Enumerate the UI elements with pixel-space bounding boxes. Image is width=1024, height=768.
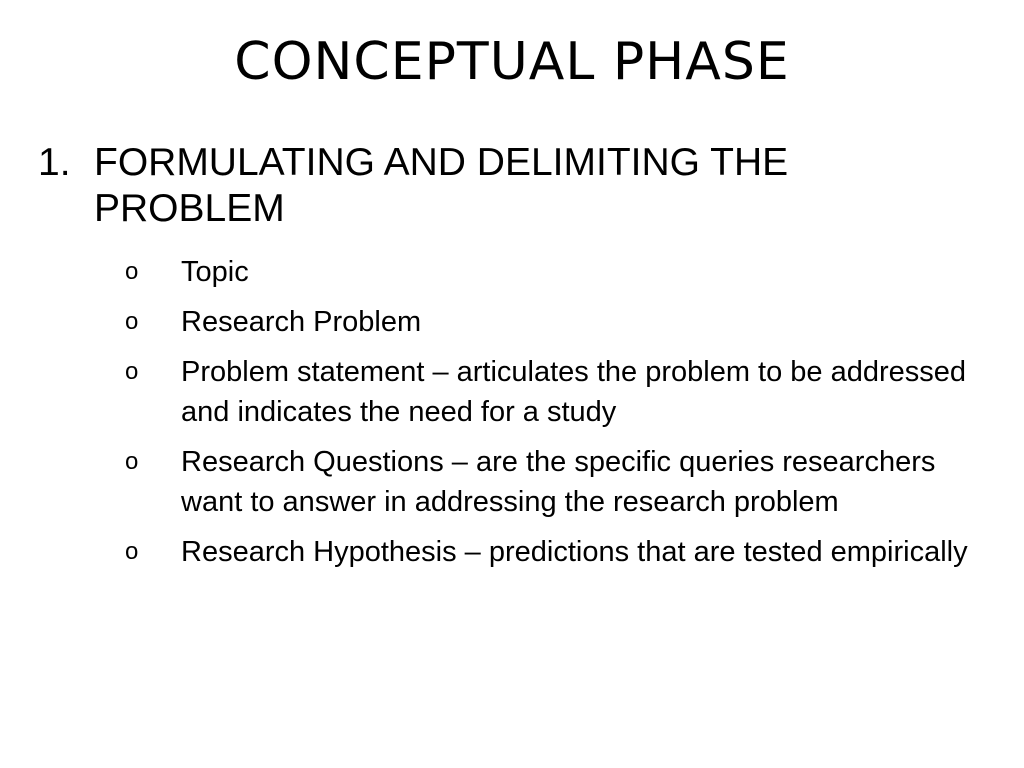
list-item [125, 532, 985, 572]
bullet-marker: o [125, 308, 139, 335]
bullet-text: Research Hypothesis – predictions that are tested empirically [181, 536, 968, 568]
bullet-text: Topic [181, 256, 249, 288]
list-item [125, 442, 985, 522]
bullet-marker: o [125, 258, 139, 285]
bullet-text: Research Questions – are the specific queries researchers want to answer in addressing the research problem [181, 446, 936, 518]
list-item [125, 252, 985, 292]
bullet-marker: o [125, 358, 139, 385]
slide-title: CONCEPTUAL PHASE [234, 32, 790, 92]
list-item [125, 302, 985, 342]
main-item-number: 1. [38, 141, 71, 184]
main-item-text: FORMULATING AND DELIMITING THE PROBLEM [94, 141, 789, 230]
bullet-marker: o [125, 448, 139, 475]
bullet-text: Problem statement – articulates the problem to be addressed and indicates the need for a study [181, 356, 967, 428]
bullet-marker: o [125, 538, 139, 565]
sub-bullet-list [125, 252, 985, 582]
bullet-text: Research Problem [181, 306, 422, 338]
list-item [125, 352, 985, 432]
